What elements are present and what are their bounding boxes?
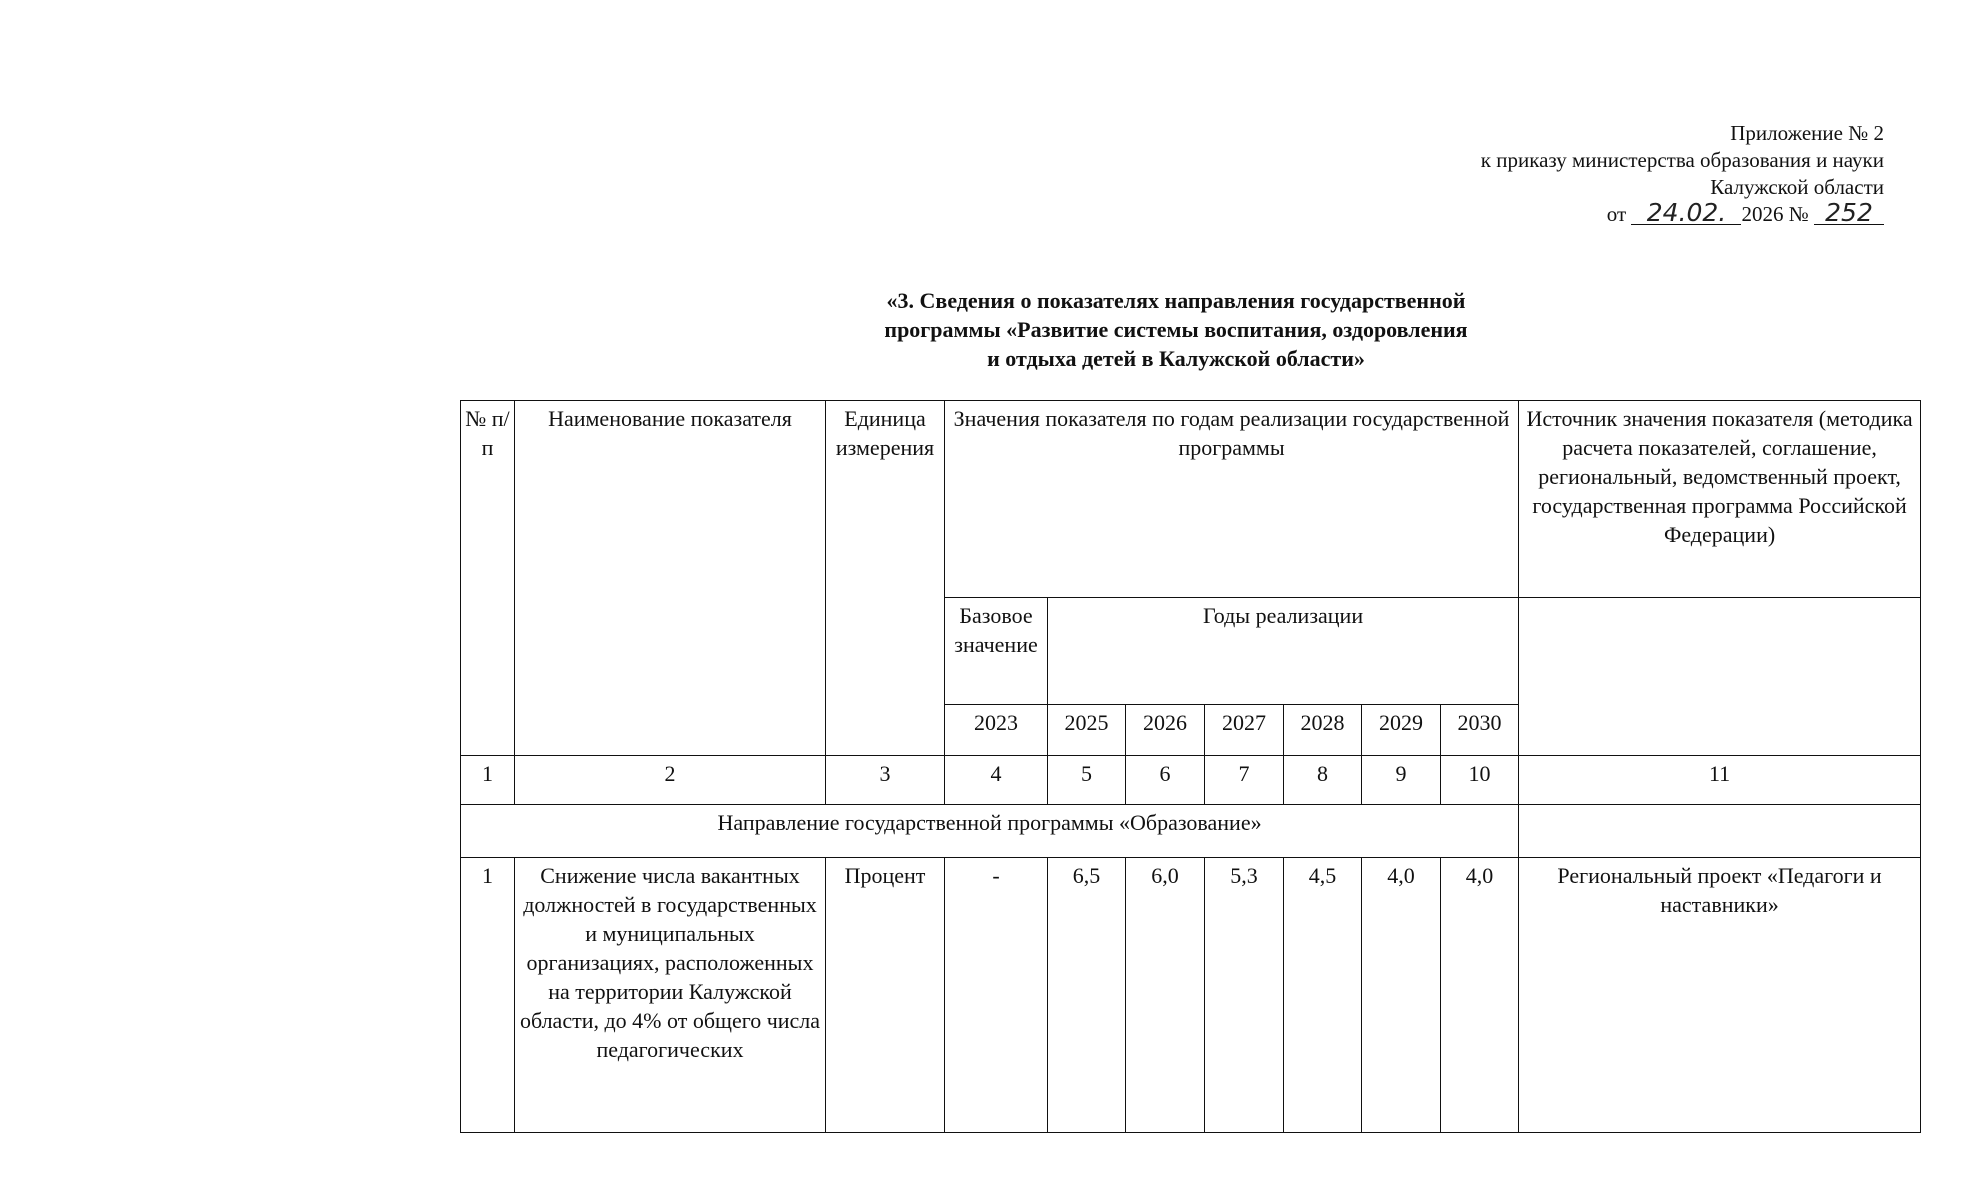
column-number: 6 (1126, 756, 1205, 805)
appendix-order-ref: к приказу министерства образования и науки (1480, 148, 1884, 172)
row-value: 6,0 (1126, 858, 1205, 1133)
header-year: 2028 (1284, 705, 1362, 756)
title-line-1: «3. Сведения о показателях направления государственной (886, 288, 1466, 313)
header-year: 2026 (1126, 705, 1205, 756)
title-line-2: программы «Развитие системы воспитания, оздоровления (884, 317, 1468, 342)
row-value: 4,0 (1362, 858, 1441, 1133)
header-values-group: Значения показателя по годам реализации государственной программы (945, 401, 1519, 598)
indicators-table (460, 400, 1921, 1133)
header-year: 2030 (1441, 705, 1519, 756)
column-number: 3 (826, 756, 945, 805)
column-number: 11 (1519, 756, 1921, 805)
column-number: 9 (1362, 756, 1441, 805)
header-base-year: 2023 (945, 705, 1048, 756)
header-year: 2029 (1362, 705, 1441, 756)
appendix-title: Приложение № 2 (1730, 121, 1884, 145)
column-number: 2 (515, 756, 826, 805)
header-num: № п/п (461, 401, 515, 756)
date-year-suffix: 2026 № (1741, 202, 1809, 226)
handwritten-date: 24.02. (1631, 202, 1741, 225)
section-source-blank (1519, 805, 1921, 858)
row-value: 4,5 (1284, 858, 1362, 1133)
section-title: Направление государственной программы «Образование» (461, 805, 1519, 858)
column-number: 8 (1284, 756, 1362, 805)
date-prefix: от (1606, 202, 1627, 226)
header-base-value: Базовое значение (945, 598, 1048, 705)
appendix-block (1284, 120, 1884, 228)
row-base: - (945, 858, 1048, 1133)
header-unit: Единица измерения (826, 401, 945, 756)
header-source-blank (1519, 598, 1921, 756)
column-number: 10 (1441, 756, 1519, 805)
appendix-date-line (1284, 198, 1884, 228)
header-years-group: Годы реализации (1048, 598, 1519, 705)
column-number: 4 (945, 756, 1048, 805)
row-value: 4,0 (1441, 858, 1519, 1133)
header-source: Источник значения показателя (методика расчета показателей, соглашение, региональный, ведомственный проект, государственная программа Российской Федерации) (1519, 401, 1921, 598)
row-unit: Процент (826, 858, 945, 1133)
table-row (461, 858, 1921, 1133)
title-line-3: и отдыха детей в Калужской области» (987, 346, 1365, 371)
row-num: 1 (461, 858, 515, 1133)
row-source: Региональный проект «Педагоги и наставники» (1519, 858, 1921, 1133)
column-number: 5 (1048, 756, 1126, 805)
row-value: 6,5 (1048, 858, 1126, 1133)
row-name: Снижение числа вакантных должностей в государственных и муниципальных организациях, расположенных на территории Калужской области, до 4% от общего числа педагогических (515, 858, 826, 1133)
header-year: 2025 (1048, 705, 1126, 756)
appendix-region: Калужской области (1710, 175, 1884, 199)
column-number: 1 (461, 756, 515, 805)
column-number: 7 (1205, 756, 1284, 805)
header-name: Наименование показателя (515, 401, 826, 756)
handwritten-order-number: 252 (1814, 202, 1884, 225)
row-value: 5,3 (1205, 858, 1284, 1133)
header-year: 2027 (1205, 705, 1284, 756)
document-title (806, 286, 1546, 373)
